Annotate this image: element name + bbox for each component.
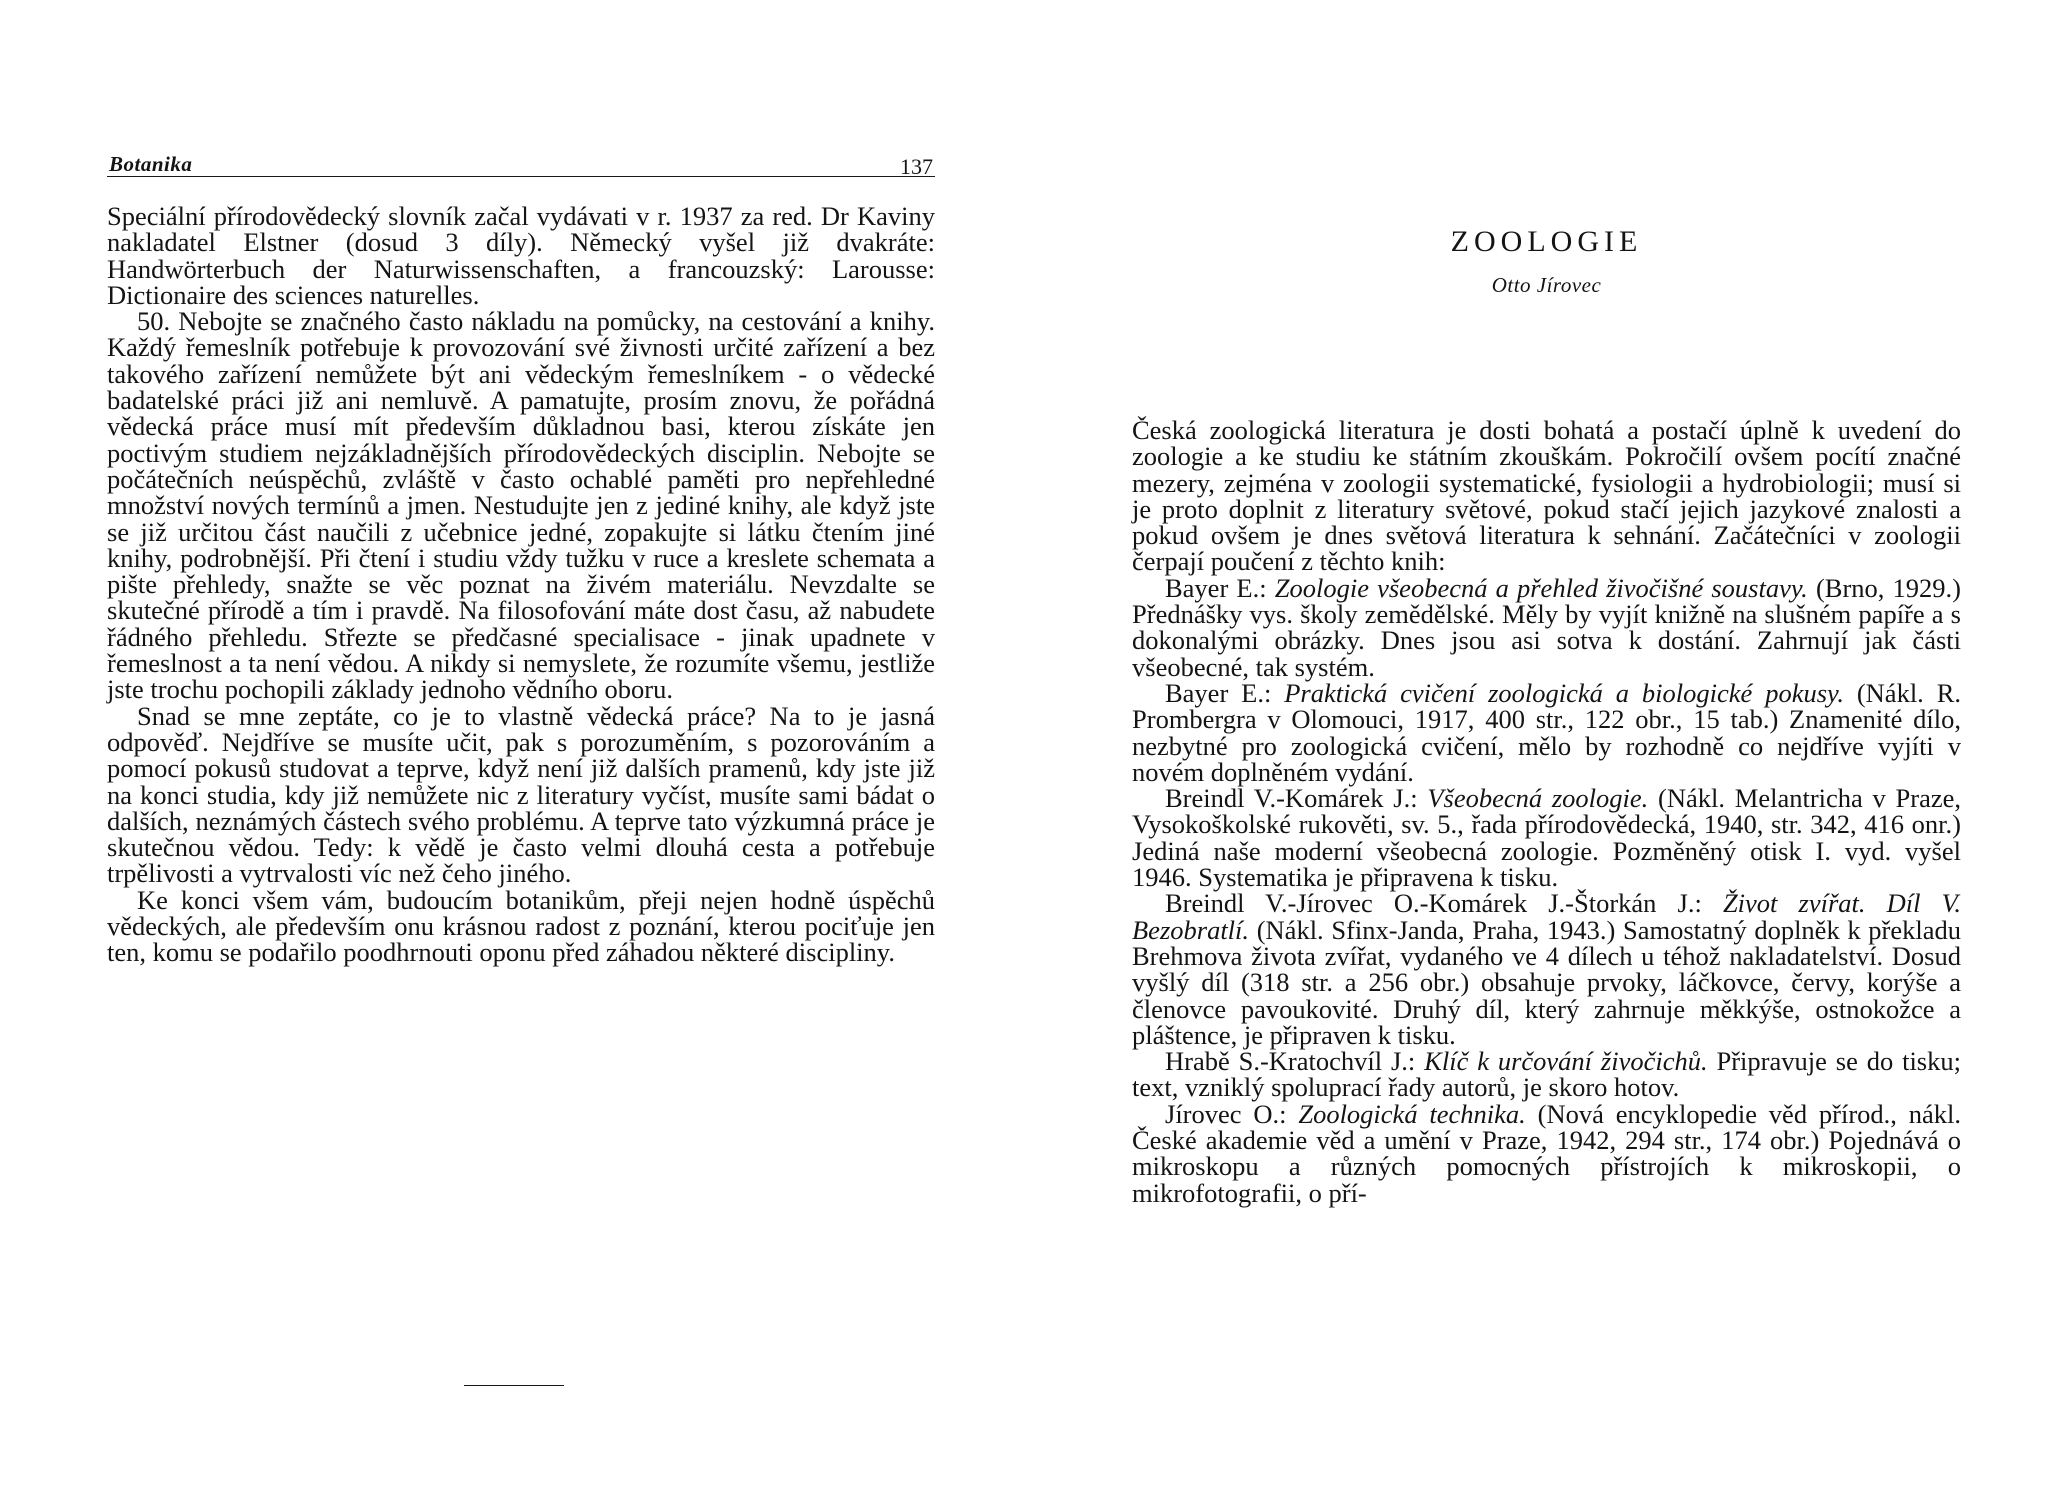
entry-text: Připravuje se do tisku; text, vzniklý spoluprací řady autorů, je skoro hotov. [1132,1046,1961,1103]
section-author: Otto Jírovec [1491,273,1602,297]
paragraph: Ke konci všem vám, budoucím botanikům, přeji nejen hodně úspěchů vědeckých, ale především onu krásnou radost z poznání, kterou pociťuje jen ten, komu se podařilo poodhrnouti oponu před záhadou některé discipliny. [107,884,935,968]
entry-text: (Nová encyklopedie věd přírod., nákl. České akademie věd a umění v Praze, 1942, 294 str., 174 obr.) Pojednává o mikroskopu a různých pomocných přístrojích k mikroskopii, o mikrofotografii, o pří- [1132,1098,1961,1208]
entry-text: (Brno, 1929.) Přednášky vys. školy zemědělské. Měly by vyjít knižně na slušném papíře a s dokonalými obrázky. Dnes jsou asi sotva k dostání. Zahrnují jak části všeobecné, tak systém. [1132,572,1961,682]
bibliography-entry [1132,1048,1961,1101]
entry-author: Bayer E.: [1165,677,1285,708]
bibliography-entry [1132,1098,1961,1208]
right-text-block [1132,417,1961,1206]
entry-text: (Nákl. Melantricha v Praze, Vysokoškolské rukověti, sv. 5., řada přírodovědecká, 1940, str. 342, 416 onr.) Jediná naše moderní všeobecná zoologie. Pozměněný otisk I. vyd. vyšel 1946. Systematika je připravena k tisku. [1132,783,1961,893]
page-number: 137 [900,154,933,179]
bibliography-entry [1132,677,1962,787]
left-text-block [107,203,935,966]
intro-paragraph: Česká zoologická literatura je dosti bohatá a postačí úplně k uvedení do zoologie a ke studiu ke státním zkouškám. Pokročilí ovšem pocítí značné mezery, zejména v zoologii systematické, fysiologii a hydrobiologii; musí si je proto doplnit z literatury světové, pokud stačí jejich jazykové znalosti a pokud ovšem je dnes světová literatura k sehnání. Začátečníci v zoologii čerpají poučení z těchto knih: [1132,415,1961,577]
entry-author: Breindl V.-Jírovec O.-Komárek J.-Štorkán J.: [1165,888,1723,919]
bibliography-entry [1132,783,1961,893]
entry-title: Život zvířat. Díl V. Bezobratlí. [1132,888,1961,945]
entry-title: Zoologická technika. [1298,1098,1526,1129]
entry-author: Hrabě S.-Kratochvíl J.: [1165,1046,1425,1077]
bibliography-entry [1132,890,1961,1048]
running-title: Botanika [109,152,193,176]
running-head [107,148,935,177]
entry-text: (Nákl. Sfinx-Janda, Praha, 1943.) Samostatný doplněk k překladu Brehmova života zvířat, vydaného ve 4 dílech u téhož nakladatelství. Dosud vyšlý díl (318 str. a 256 obr.) obsahuje prvoky, láčkovce, červy, korýše a členovce pavoukovité. Druhý díl, který zahrnuje měkkýše, ostnokožce a pláštence, je připraven k tisku. [1132,914,1961,1050]
entry-title: Klíč k určování živočichů. [1424,1046,1708,1077]
entry-title: Praktická cvičení zoologická a biologické pokusy. [1284,677,1844,708]
entry-author: Breindl V.-Komárek J.: [1165,783,1428,814]
entry-title: Zoologie všeobecná a přehled živočišné soustavy. [1274,572,1808,603]
entry-title: Všeobecná zoologie. [1427,783,1649,814]
paragraph: 50. Nebojte se značného často nákladu na pomůcky, na cestování a knihy. Každý řemeslník potřebuje k provozování své živnosti určité zařízení a bez takového zařízení nemůžete být ani vědeckým řemeslníkem - o vědecké badatelské práci již ani nemluvě. A pamatujte, prosím znovu, že pořádná vědecká práce musí mít především důkladnou basi, kterou získáte jen poctivým studiem nejzákladnějších přírodovědeckých disciplin. Nebojte se počátečních neúspěchů, zvláště v často ochablé paměti pro nepřehledné množství nových termínů a jmen. Nestudujte jen z jediné knihy, ale když jste se již určitou část naučili z učebnice jedné, zopakujte si látku čtením jiné knihy, podrobnější. Při čtení i studiu vždy tužku v ruce a kreslete schemata a pište přehledy, snažte se věc poznat na živém materiálu. Nevzdalte se skutečné přírodě a tím i pravdě. Na filosofování máte dost času, až nabudete řádného přehledu. Střezte se předčasné specialisace - jinak upadnete v řemeslnost a ta není vědou. A nikdy si nemyslete, že rozumíte všemu, jestliže jste trochu pochopili základy jednoho vědního oboru. [107,306,935,705]
section-title: ZOOLOGIE [1450,225,1643,258]
section-end-rule [464,1385,564,1386]
paragraph: Snad se mne zeptáte, co je to vlastně vědecká práce? Na to je jasná odpověď. Nejdříve se musíte učit, pak s porozuměním, s pozorováním a pomocí pokusů studovat a teprve, když není již dalších pramenů, kdy jste již na konci studia, kdy již nemůžete nic z literatury vyčíst, musíte sami bádat o dalších, neznámých částech svého problému. A teprve tato výzkumná práce je skutečnou vědou. Tedy: k vědě je často velmi dlouhá cesta a potřebuje trpělivosti a vytrvalosti víc než čeho jiného. [107,700,935,889]
paragraph: Speciální přírodovědecký slovník začal vydávati v r. 1937 za red. Dr Kaviny nakladatel Elstner (dosud 3 díly). Německý vyšel již dvakráte: Handwörterbuch der Naturwissenschaften, a francouzský: Larousse: Dictionaire des sciences naturelles. [107,201,935,310]
entry-author: Jírovec O.: [1165,1098,1299,1129]
entry-text: (Nákl. R. Prombergra v Olomouci, 1917, 400 str., 122 obr., 15 tab.) Znamenité dílo, nezbytné pro zoologická cvičení, mělo by rozhodně co nejdříve vyjíti v novém doplněném vydání. [1132,677,1962,787]
entry-author: Bayer E.: [1165,572,1275,603]
bibliography-entry [1132,572,1961,682]
